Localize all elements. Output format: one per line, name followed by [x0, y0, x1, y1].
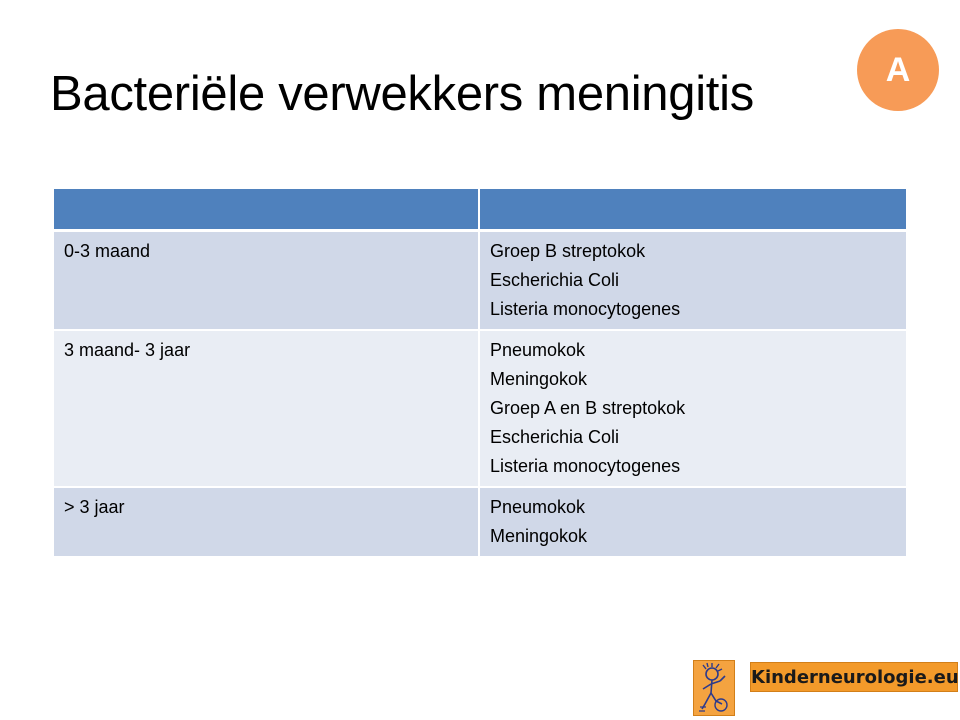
table-row — [54, 231, 906, 331]
table-row — [54, 330, 906, 487]
pathogen-item: Escherichia Coli — [490, 270, 620, 290]
pathogen-cell — [479, 231, 906, 331]
child-figure-drawing — [694, 661, 734, 715]
slide-title: Bacteriële verwekkers meningitis — [50, 67, 754, 121]
child-figure-icon — [693, 660, 735, 716]
pathogen-cell — [479, 487, 906, 557]
pathogen-item: Groep B streptokok — [490, 241, 646, 261]
pathogen-cell — [479, 330, 906, 487]
pathogen-item: Groep A en B streptokok — [490, 398, 686, 418]
pathogen-item: Pneumokok — [490, 340, 586, 360]
age-cell: > 3 jaar — [54, 487, 479, 557]
table-header-cell — [54, 189, 479, 231]
pathogen-item: Meningokok — [490, 526, 588, 546]
pathogen-item: Pneumokok — [490, 497, 586, 517]
pathogen-table — [54, 189, 906, 558]
age-cell: 3 maand- 3 jaar — [54, 330, 479, 487]
site-label: Kinderneurologie.eu — [750, 662, 958, 692]
pathogen-item: Listeria monocytogenes — [490, 299, 681, 319]
pathogen-item: Meningokok — [490, 369, 588, 389]
table-header-cell — [479, 189, 906, 231]
age-cell: 0-3 maand — [54, 231, 479, 331]
section-badge: A — [857, 29, 939, 111]
pathogen-item: Listeria monocytogenes — [490, 456, 681, 476]
table-row — [54, 487, 906, 557]
table-header-row — [54, 189, 906, 231]
pathogen-item: Escherichia Coli — [490, 427, 620, 447]
